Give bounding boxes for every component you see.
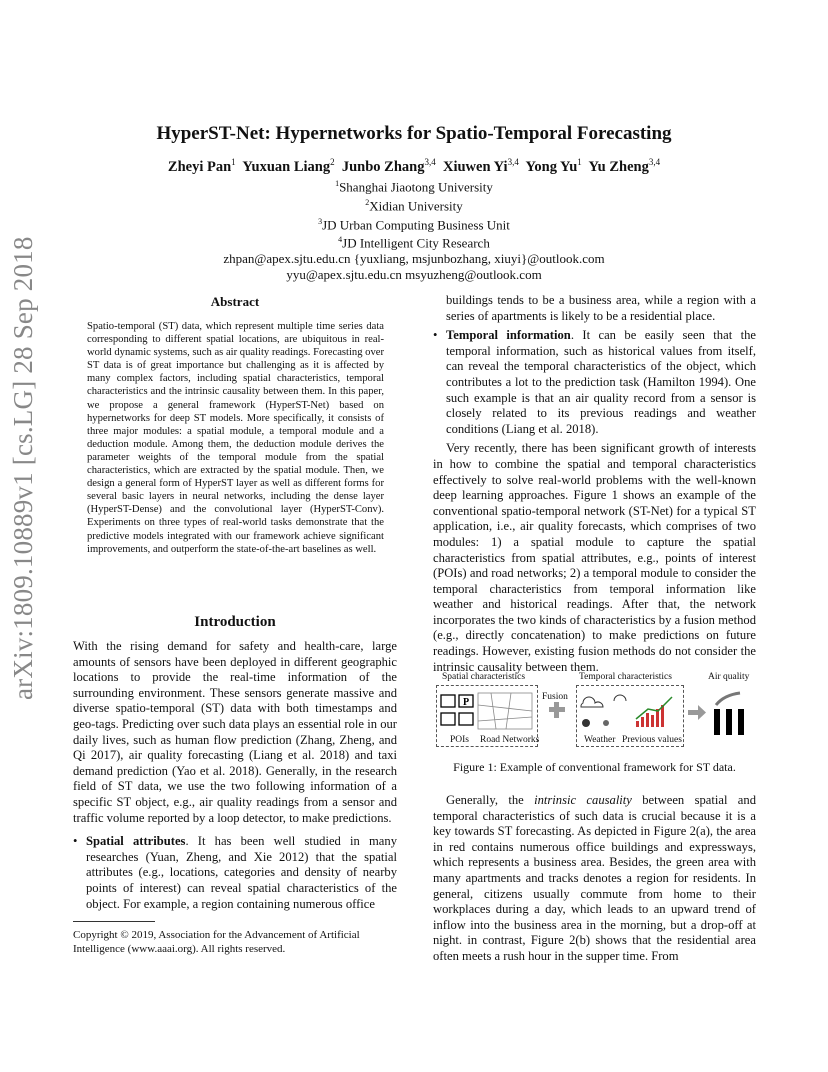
author: Junbo Zhang$^{3,4}$	[341, 157, 436, 175]
spatial-characteristics-label: Spatial characteristics	[442, 672, 526, 682]
road-networks-label: Road Networks	[480, 735, 540, 745]
author-list	[0, 157, 828, 176]
pois-label: POIs	[450, 735, 470, 745]
abstract-heading: Abstract	[210, 294, 260, 309]
author: Yong Yu$^1$	[525, 157, 582, 175]
previous-values-chart-icon	[636, 697, 672, 727]
figure-1	[436, 672, 756, 752]
author: Yuxuan Liang$^2$	[242, 157, 335, 175]
copyright-footer: Copyright © 2019, Association for the Advancement of Artificial Intelligence (www.aaai.org). All rights reserved.	[73, 929, 360, 955]
svg-text:P: P	[463, 697, 470, 708]
email-line: zhpan@apex.sjtu.edu.cn {yuxliang, msjunbozhang, xiuyi}@outlook.com	[223, 251, 605, 267]
arrow-icon	[688, 705, 706, 720]
affiliation: $^1$Shanghai Jiaotong University	[335, 179, 493, 195]
footnote-rule	[73, 921, 155, 922]
affiliation: $^2$Xidian University	[365, 197, 463, 214]
fusion-label: Fusion	[542, 692, 568, 702]
previous-values-label: Previous values	[622, 735, 682, 745]
left-column-body	[73, 639, 397, 912]
right-column-body	[433, 293, 756, 675]
author: Zheyi Pan$^1$	[167, 157, 236, 175]
bullet-spatial-attributes: • Spatial attributes. It has been well studied in many researches (Yuan, Zheng, and Xie 2012) that the spatial attributes (e.g., locations, categories and density of nearby points of interest) can reveal spatial characteristics of the object. For example, a region containing numerous office	[73, 834, 397, 912]
weather-icon	[581, 695, 626, 727]
author: Xiuwen Yi$^{3,4}$	[442, 157, 519, 175]
figure-1-caption: Figure 1: Example of conventional framework for ST data.	[453, 760, 736, 774]
email-line: yyu@apex.sjtu.edu.cn msyuzheng@outlook.com	[286, 266, 542, 282]
paper-title: HyperST-Net: Hypernetworks for Spatio-Temporal Forecasting	[156, 123, 672, 144]
factory-icon	[714, 693, 744, 735]
right-column-lower	[433, 793, 756, 965]
intro-paragraph: With the rising demand for safety and health-care, large amounts of sensors have been deployed in different geographic locations to provide the real-time information of the surrounding environment. These sensors generate massive and diverse spatio-temporal (ST) data with both timestamps and geo-tags. Predicting over such data plays an essential role in our daily lives, such as human flow prediction (Zhang, Zheng, and Qi 2017), air quality forecasting (Liang et al. 2018) and taxi demand prediction (Yao et al. 2018). Generally, in the research field of ST data, we use the two following information of a specific ST object, e.g., air quality readings from a sensor and traffic volume reported by a loop detector, to make predictions.	[73, 639, 397, 825]
arxiv-identifier: arXiv:1809.10889v1 [cs.LG] 28 Sep 2018	[8, 236, 38, 700]
road-network-icon	[478, 693, 532, 729]
plus-icon	[549, 702, 565, 718]
affiliation: $^3$JD Urban Computing Business Unit	[318, 216, 510, 232]
bullet-temporal-information: • Temporal information. It can be easily seen that the temporal information, such as historical values from itself, can reveal the temporal characteristics of the object, which contributes a lot to the prediction task (Hamilton 1994). One such example is that an air quality record from a sensor is closely related to its previous readings and weather conditions (Liang et al. 2018).	[433, 328, 756, 437]
body-paragraph: Very recently, there has been significant growth of interests in how to combine the spatial and temporal characteristics effectively to solve real-world problems with the well-known deep learning approaches. Figure 1 shows an example of the conventional spatio-temporal network (ST-Net) for a typical ST application, i.e., air quality forecasts, which comprises of two modules: 1) a spatial module to capture the spatial characteristics from spatial attributes, e.g., points of interest (POIs) and road networks; 2) a temporal module to consider the temporal characteristics from temporal information like weather and historical readings. After that, the network incorporates the two kinds of characteristics by a fusion method (e.g., directly concatenation) to make predictions on future readings. However, existing fusion methods do not consider the intrinsic causality between them.	[433, 441, 756, 674]
temporal-characteristics-label: Temporal characteristics	[579, 672, 672, 682]
affiliation-list	[0, 176, 828, 282]
affiliation: $^4$JD Intelligent City Research	[338, 235, 490, 251]
air-quality-label: Air quality	[708, 672, 750, 682]
weather-label: Weather	[584, 735, 616, 745]
introduction-heading: Introduction	[194, 614, 276, 630]
author: Yu Zheng$^{3,4}$	[588, 157, 661, 175]
abstract-text: Spatio-temporal (ST) data, which represent multiple time series data corresponding to different spatial locations, are ubiquitous in real-world dynamic systems, such as air quality readings. Forecasting over ST data is of great importance but challenging as it is affected by many complex factors, including spatial characteristics, temporal characteristics and the intrinsic causality between them. In this paper, we propose a general framework (HyperST-Net) based on hypernetworks for deep ST models. More specifically, it consists of three major modules: a spatial module, a temporal module and a deduction module. Among them, the deduction module derives the parameter weights of the temporal module from the spatial characteristics, which are extracted by the spatial module. Then, we design a general form of HyperST layer as well as different forms for several basic layers in neural networks, including the dense layer (HyperST-Dense) and the convolutional layer (HyperST-Conv). Experiments on three types of real-world tasks demonstrate that the predictive models integrated with our framework achieve significant improvements, and outperform the state-of-the-art baselines as well.	[87, 321, 384, 555]
body-paragraph: Generally, the intrinsic causality between spatial and temporal characteristics of such data is crucial because it is a key towards ST forecasting. As depicted in Figure 2(a), the area in red contains numerous office buildings and expressways, which represents a business area. Besides, the green area with many apartments and tracks denotes a region for residents. In general, citizens usually commute from home to their workplaces during a day, which leads to an upward trend of inflow into the business area in the morning, but a drop-off at night. in contrast, Figure 2(b) shows that the residential area often meets a rush hour in the supper time. From	[433, 793, 756, 963]
bullet-continuation: buildings tends to be a business area, while a region with a series of apartments is likely to be a residential place.	[446, 293, 756, 323]
poi-icon	[441, 695, 473, 725]
